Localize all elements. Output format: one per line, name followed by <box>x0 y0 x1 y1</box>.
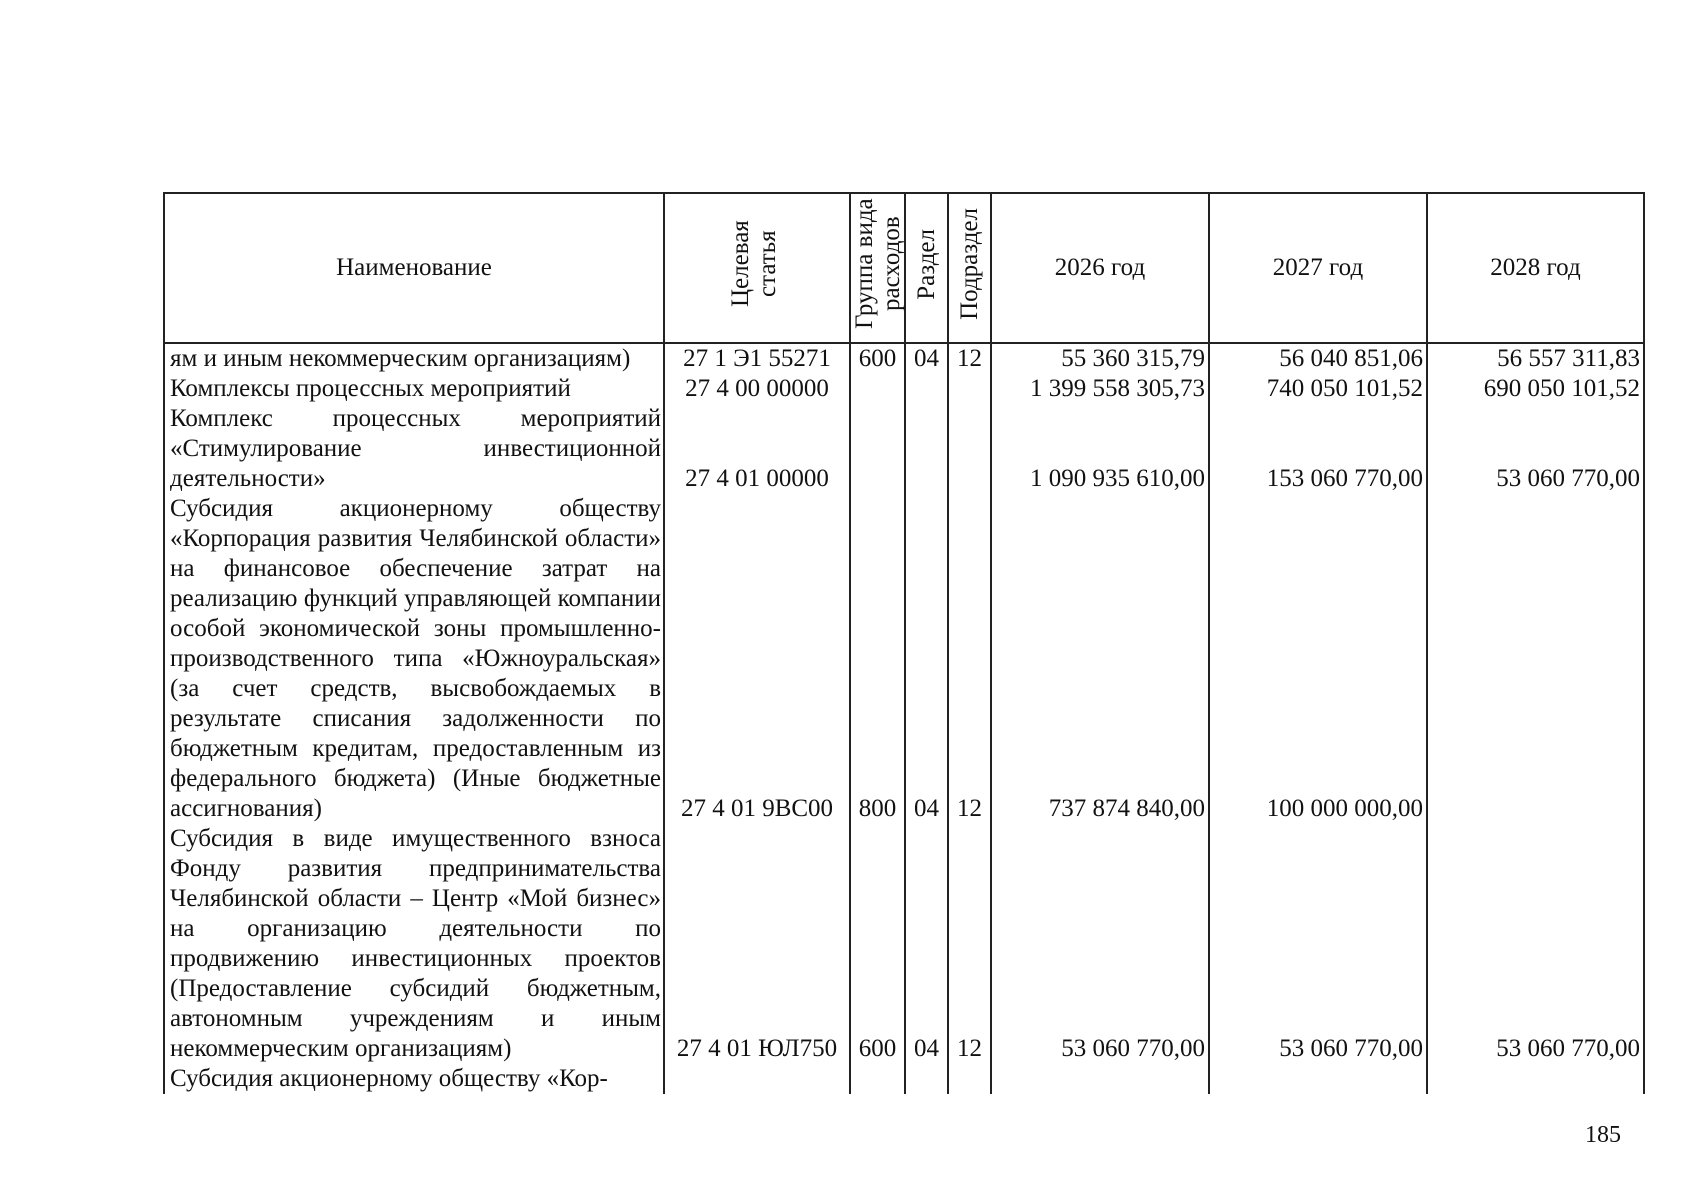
row-code: 27 4 00 00000 <box>664 374 850 404</box>
row-2027: 56 040 851,06 <box>1209 343 1427 374</box>
row-name: Субсидия акционерному обществу «Корпорация развития Челябинской области» на финансовое обеспечение затрат на реализацию функций управляющей компании особой экономической зоны промышленно-производственного типа «Южноуральская» (за счет средств, высвобождаемых в результате списания задолженности по бюджетным кредитам, предоставленным из федерального бюджета) (Иные бюджетные ассигнования) <box>164 494 664 824</box>
row-name: ям и иным некоммерческим организациям) <box>164 343 664 374</box>
row-2028 <box>1427 494 1644 824</box>
row-2027: 100 000 000,00 <box>1209 494 1427 824</box>
row-group <box>850 374 905 404</box>
row-2026: 737 874 840,00 <box>991 494 1209 824</box>
header-group-label: Группа вида расходов <box>851 198 905 330</box>
row-2028: 53 060 770,00 <box>1427 404 1644 494</box>
row-group: 800 <box>850 494 905 824</box>
header-2028: 2028 год <box>1427 193 1644 343</box>
row-name: Субсидия акционерному обществу «Кор- <box>164 1064 664 1094</box>
header-subsection-label: Подраздел <box>956 208 983 320</box>
row-name: Субсидия в виде имущественного взноса Фонду развития предпринимательства Челябинской области – Центр «Мой бизнес» на организацию деятельности по продвижению инвестиционных проектов (Предоставление субсидий бюджетным, автономным учреждениям и иным некоммерческим организациям) <box>164 824 664 1064</box>
row-section <box>905 1064 948 1094</box>
header-section-label: Раздел <box>913 228 940 300</box>
table-row <box>164 343 1644 374</box>
row-group: 600 <box>850 824 905 1064</box>
table-row <box>164 494 1644 824</box>
budget-table <box>163 192 1645 1094</box>
row-subsection: 12 <box>948 824 991 1064</box>
row-code <box>664 1064 850 1094</box>
row-section <box>905 374 948 404</box>
row-subsection <box>948 404 991 494</box>
row-subsection: 12 <box>948 343 991 374</box>
header-code-label: Целевая статья <box>727 220 781 308</box>
page-number: 185 <box>1585 1122 1621 1148</box>
row-code: 27 4 01 9ВС00 <box>664 494 850 824</box>
row-code: 27 4 01 ЮЛ750 <box>664 824 850 1064</box>
row-code: 27 4 01 00000 <box>664 404 850 494</box>
row-section <box>905 404 948 494</box>
row-2027 <box>1209 1064 1427 1094</box>
row-group <box>850 404 905 494</box>
header-2027: 2027 год <box>1209 193 1427 343</box>
header-name: Наименование <box>164 193 664 343</box>
row-section: 04 <box>905 343 948 374</box>
header-row <box>164 193 1644 343</box>
table-row <box>164 824 1644 1064</box>
row-2027: 53 060 770,00 <box>1209 824 1427 1064</box>
table-row <box>164 374 1644 404</box>
row-2028 <box>1427 1064 1644 1094</box>
row-2026: 1 399 558 305,73 <box>991 374 1209 404</box>
header-group <box>850 193 905 343</box>
row-2027: 153 060 770,00 <box>1209 404 1427 494</box>
row-name: Комплекс процессных мероприятий «Стимулирование инвестиционной деятельности» <box>164 404 664 494</box>
row-subsection <box>948 1064 991 1094</box>
header-2026: 2026 год <box>991 193 1209 343</box>
row-code: 27 1 Э1 55271 <box>664 343 850 374</box>
table-row <box>164 404 1644 494</box>
row-2028: 56 557 311,83 <box>1427 343 1644 374</box>
row-2026 <box>991 1064 1209 1094</box>
row-section: 04 <box>905 494 948 824</box>
row-2027: 740 050 101,52 <box>1209 374 1427 404</box>
table-row <box>164 1064 1644 1094</box>
header-subsection <box>948 193 991 343</box>
row-subsection <box>948 374 991 404</box>
row-section: 04 <box>905 824 948 1064</box>
row-2028: 53 060 770,00 <box>1427 824 1644 1064</box>
header-section <box>905 193 948 343</box>
row-2026: 53 060 770,00 <box>991 824 1209 1064</box>
row-2028: 690 050 101,52 <box>1427 374 1644 404</box>
row-name: Комплексы процессных мероприятий <box>164 374 664 404</box>
row-subsection: 12 <box>948 494 991 824</box>
row-group <box>850 1064 905 1094</box>
row-2026: 55 360 315,79 <box>991 343 1209 374</box>
header-code <box>664 193 850 343</box>
row-group: 600 <box>850 343 905 374</box>
row-2026: 1 090 935 610,00 <box>991 404 1209 494</box>
